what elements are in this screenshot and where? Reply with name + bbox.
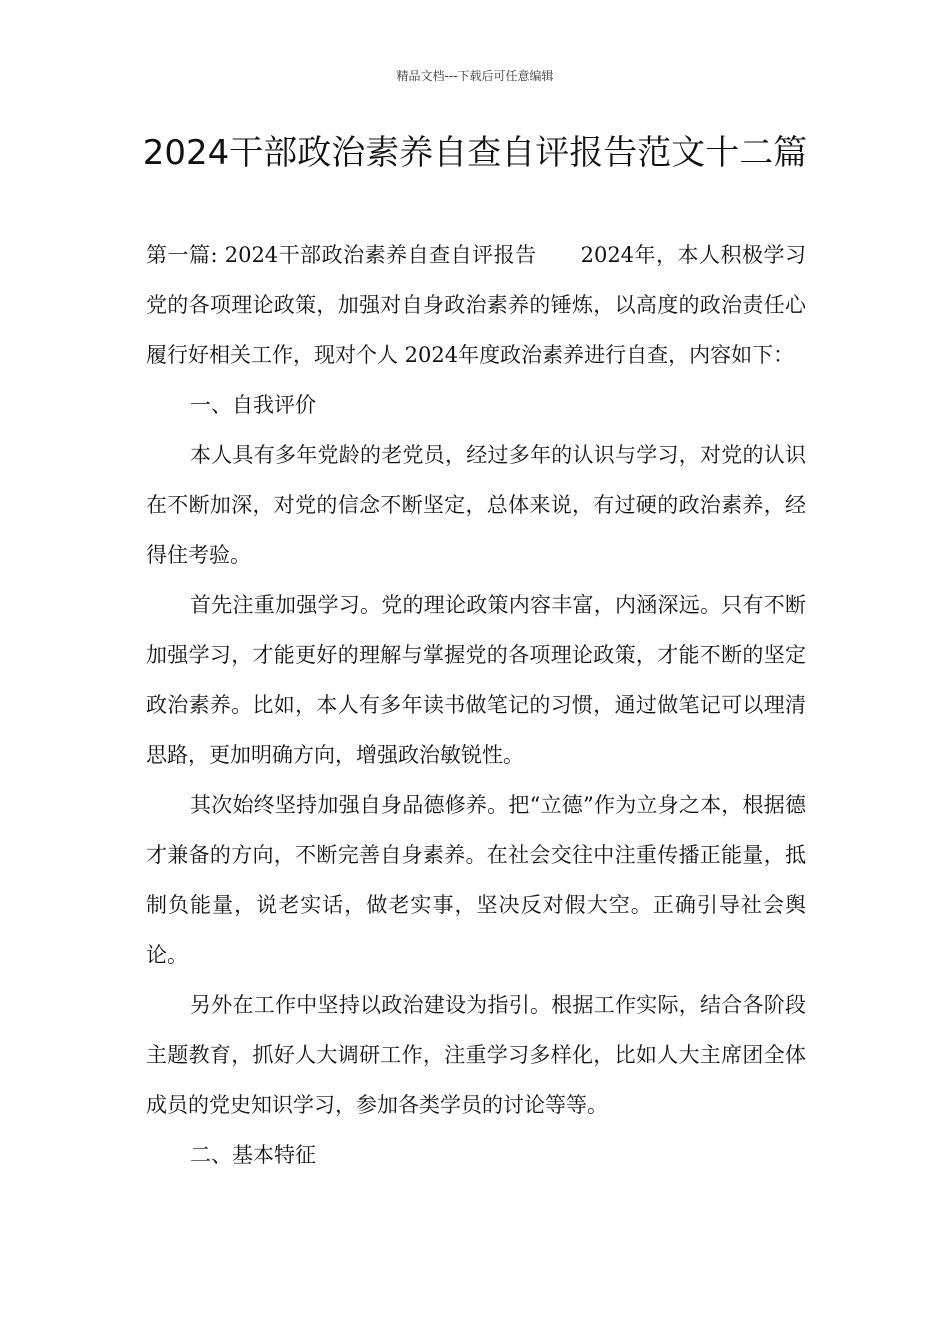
section-heading-1: 一、自我评价 xyxy=(190,393,316,417)
document-title: 2024干部政治素养自查自评报告范文十二篇 xyxy=(142,133,808,173)
document-body xyxy=(146,230,806,1180)
section-1-paragraph-4: 另外在工作中坚持以政治建设为指引。根据工作实际，结合各阶段主题教育，抓好人大调研工作，注重学习多样化，比如人大主席团全体成员的党史知识学习，参加各类学员的讨论等等。 xyxy=(146,993,806,1117)
header-note: 精品文档---下载后可任意编辑 xyxy=(396,69,554,83)
section-1-paragraph-1: 本人具有多年党龄的老党员，经过多年的认识与学习，对党的认识在不断加深，对党的信念不断坚定，总体来说，有过硬的政治素养，经得住考验。 xyxy=(146,443,806,567)
section-heading-2: 二、基本特征 xyxy=(190,1143,316,1167)
section-1-paragraph-2: 首先注重加强学习。党的理论政策内容丰富，内涵深远。只有不断加强学习，才能更好的理解与掌握党的各项理论政策，才能不断的坚定政治素养。比如，本人有多年读书做笔记的习惯，通过做笔记可以理清思路，更加明确方向，增强政治敏锐性。 xyxy=(146,593,806,767)
intro-text: 2024年，本人积极学习党的各项理论政策，加强对自身政治素养的锤炼，以高度的政治责任心履行好相关工作，现对个人 2024年度政治素养进行自查，内容如下： xyxy=(146,243,806,367)
intro-paragraph xyxy=(146,230,806,380)
section-1-paragraph-3: 其次始终坚持加强自身品德修养。把“立德”作为立身之本，根据德才兼备的方向，不断完善自身素养。在社会交往中注重传播正能量，抵制负能量，说老实话，做老实事，坚决反对假大空。正确引导社会舆论。 xyxy=(146,793,806,967)
intro-heading: 第一篇: 2024干部政治素养自查自评报告 xyxy=(146,243,537,267)
